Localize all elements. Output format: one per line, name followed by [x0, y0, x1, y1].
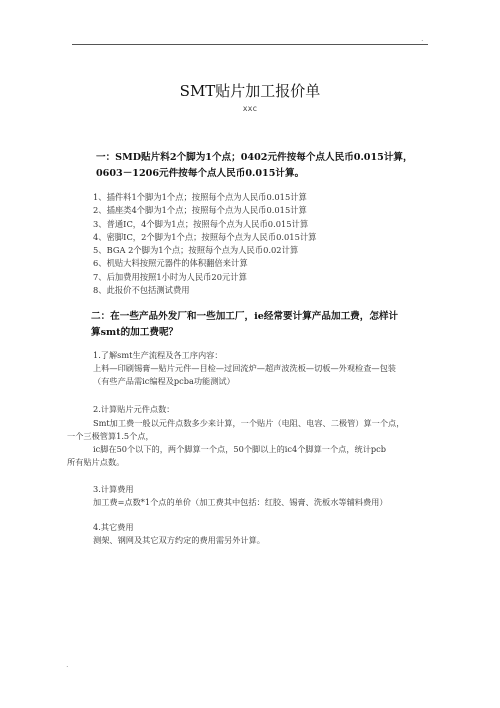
section1-heading-line: 一：SMD贴片料2个脚为1个点；0402元件按每个点人民币0.015计算，	[96, 152, 413, 163]
list-item: 7、后加费用按照1小时为人民币20元计算	[93, 271, 247, 282]
paragraph-line: 加工费=点数*1个点的单价（加工费其中包括：红胶、锡膏、洗板水等辅料费用）	[93, 497, 388, 508]
section2-heading	[91, 309, 431, 341]
list-item: 3、普通IC，4个脚为1点；按照每个点为人民币0.015计算	[93, 218, 309, 229]
list-item: 4、密脚IC，2个脚为1个点；按照每个点为人民币0.015计算	[93, 231, 317, 242]
header-corner-mark: .	[421, 34, 424, 43]
document-author: xxc	[242, 104, 258, 113]
paragraph-line: 3.计算费用	[93, 484, 134, 494]
document-title: SMT贴片加工报价单	[179, 82, 321, 100]
process-paragraph	[93, 349, 413, 389]
section1-heading-line: 0603－1206元件按每个点人民币0.015计算。	[96, 168, 305, 179]
points-paragraph	[67, 417, 431, 443]
paragraph-line: 4.其它费用	[93, 522, 134, 532]
section1-heading	[96, 150, 436, 182]
paragraph-line: ic脚在50个以下的，两个脚算一个点，50个脚以上的ic4个脚算一个点，统计pcb	[93, 444, 386, 454]
paragraph-line: 上料—印刷锡膏—贴片元件—目检—过回流炉—超声波洗板—切板—外观检查—包装	[93, 363, 396, 374]
paragraph-line: 2.计算贴片元件点数：	[93, 404, 175, 414]
other-cost-paragraph	[93, 521, 423, 547]
list-item: 8、此报价不包括测试费用	[93, 285, 190, 296]
paragraph-line: 测架、钢网及其它双方约定的费用需另外计算。	[93, 535, 265, 546]
paragraph-line: （有些产品需ic编程及pcba功能测试）	[93, 376, 235, 387]
ic-points-paragraph	[67, 443, 431, 469]
list-item: 1、插件料1个脚为1个点；按照每个点为人民币0.015计算	[93, 192, 307, 202]
pricing-rules-list	[93, 191, 413, 297]
list-item: 2、插座类4个脚为1个点；按照每个点为人民币0.015计算	[93, 205, 307, 216]
paragraph-line: 所有贴片点数。	[67, 457, 125, 468]
section2-heading-line: 二：在一些产品外发厂和一些加工厂，ie经常要计算产品加工费，怎样计	[91, 311, 399, 322]
points-heading	[93, 403, 413, 416]
list-item: 5、BGA 2个脚为1个点；按照每个点为人民币0.02计算	[93, 245, 299, 256]
footer-corner-mark: .	[66, 660, 69, 669]
header-rule	[72, 44, 428, 45]
section2-heading-line: 算smt的加工费呢？	[91, 327, 179, 338]
paragraph-line: 1.了解smt生产流程及各工序内容：	[93, 350, 223, 360]
paragraph-line: Smt加工费一般以元件点数多少来计算，一个贴片（电阻、电容、二极管）算一个点，	[93, 418, 405, 428]
paragraph-line: 一个三极管算1.5个点，	[67, 431, 154, 442]
list-item: 6、机贴大料按照元器件的体积翻倍来计算	[93, 258, 248, 269]
cost-paragraph	[93, 483, 423, 509]
